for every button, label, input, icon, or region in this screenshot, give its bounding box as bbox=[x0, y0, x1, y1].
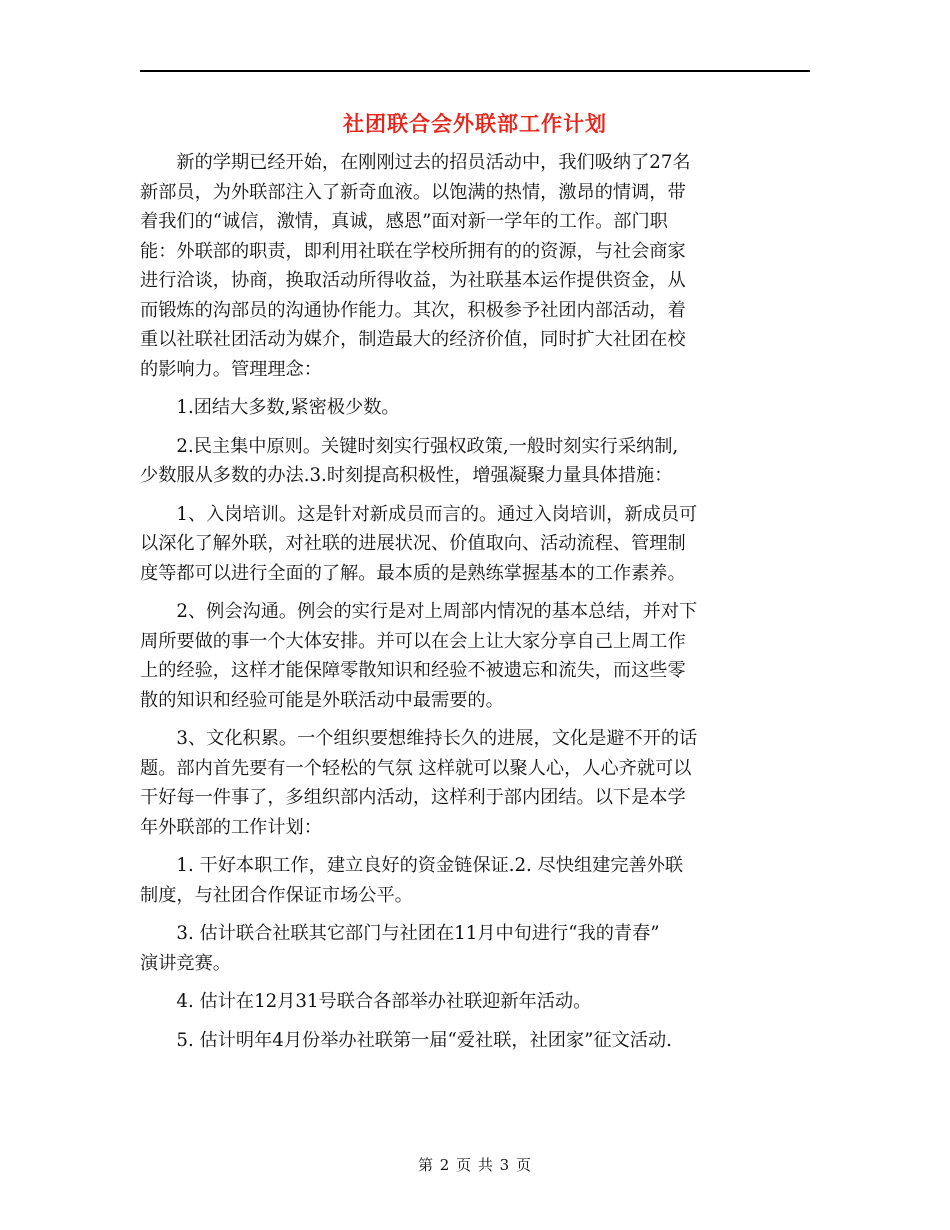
body-line: 1.团结大多数,紧密极少数。 bbox=[140, 397, 400, 418]
body-line: 5. 估计明年4月份举办社联第一届“爱社联，社团家”征文活动. bbox=[140, 1029, 672, 1051]
body-line: 4. 估计在12月31号联合各部举办社联迎新年活动。 bbox=[140, 991, 592, 1012]
document-title: 社团联合会外联部工作计划 bbox=[343, 111, 607, 136]
body-line: 以深化了解外联，对社联的进展状况、价值取向、活动流程、管理制 bbox=[140, 533, 686, 554]
body-line: 能：外联部的职责，即利用社联在学校所拥有的的资源，与社会商家 bbox=[140, 240, 686, 262]
body-line: 年外联部的工作计划： bbox=[140, 816, 322, 838]
body-line: 制度，与社团合作保证市场公平。 bbox=[140, 884, 413, 906]
body-line: 干好每一件事了，多组织部内活动，这样利于部内团结。以下是本学 bbox=[140, 787, 686, 808]
body-line: 的影响力。管理理念： bbox=[140, 358, 322, 380]
body-line: 1、入岗培训。这是针对新成员而言的。通过入岗培训，新成员可 bbox=[140, 503, 698, 525]
header-rule bbox=[140, 70, 810, 72]
body-line: 2.民主集中原则。关键时刻实行强权政策,一般时刻实行采纳制, bbox=[140, 435, 679, 457]
body-line: 上的经验，这样才能保障零散知识和经验不被遗忘和流失，而这些零 bbox=[140, 660, 686, 681]
body-line: 新的学期已经开始，在刚刚过去的招员活动中，我们吸纳了27名 bbox=[140, 152, 691, 173]
body-line: 进行洽谈，协商，换取活动所得收益，为社联基本运作提供资金，从 bbox=[140, 270, 686, 291]
body-line: 新部员，为外联部注入了新奇血液。以饱满的热情，激昂的情调，带 bbox=[140, 181, 686, 203]
body-line: 演讲竞赛。 bbox=[140, 952, 231, 974]
body-line: 题。部内首先要有一个轻松的气氛 这样就可以聚人心，人心齐就可以 bbox=[140, 757, 692, 779]
page-number-footer: 第 2 页 共 3 页 bbox=[418, 1156, 532, 1174]
body-line: 着我们的“诚信，激情，真诚，感恩”面对新一学年的工作。部门职 bbox=[140, 211, 668, 232]
body-line: 重以社联社团活动为媒介，制造最大的经济价值，同时扩大社团在校 bbox=[140, 329, 686, 350]
body-line: 而锻炼的沟部员的沟通协作能力。其次，积极参予社团内部活动，着 bbox=[140, 299, 686, 321]
document-body bbox=[140, 148, 810, 1055]
body-line: 度等都可以进行全面的了解。最本质的是熟练掌握基本的工作素养。 bbox=[140, 562, 686, 584]
body-line: 散的知识和经验可能是外联活动中最需要的。 bbox=[140, 689, 504, 711]
body-line: 3、文化积累。一个组织要想维持长久的进展，文化是避不开的话 bbox=[140, 728, 698, 749]
body-line: 周所要做的事一个大体安排。并可以在会上让大家分享自己上周工作 bbox=[140, 630, 686, 652]
body-line: 1. 干好本职工作，建立良好的资金链保证.2. 尽快组建完善外联 bbox=[140, 855, 684, 876]
body-line: 2、例会沟通。例会的实行是对上周部内情况的基本总结，并对下 bbox=[140, 601, 698, 622]
body-line: 3. 估计联合社联其它部门与社团在11月中旬进行“我的青春” bbox=[140, 923, 660, 944]
body-line: 少数服从多数的办法.3.时刻提高积极性，增强凝聚力量具体措施： bbox=[140, 465, 673, 486]
